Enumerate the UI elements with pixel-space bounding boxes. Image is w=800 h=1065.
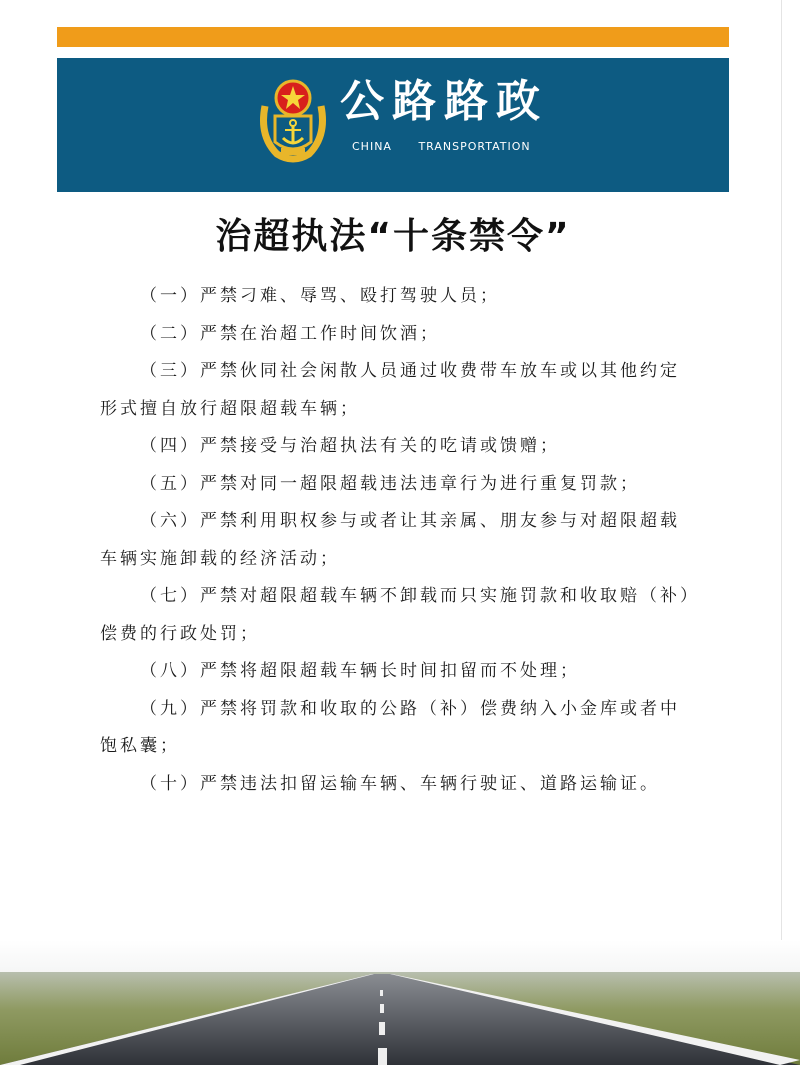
rule-item: （七）严禁对超限超载车辆不卸载而只实施罚款和收取赔（补）偿费的行政处罚； [100,586,692,644]
brand-subtitle: CHINA TRANSPORTATION [352,140,531,153]
rule-item: （一）严禁刁难、辱骂、殴打驾驶人员； [140,286,500,306]
header-banner [57,58,729,192]
rule-item: （十）严禁违法扣留运输车辆、车辆行驶证、道路运输证。 [140,773,660,794]
page-edge-line [781,0,782,1065]
rule-item: （五）严禁对同一超限超载违法违章行为进行重复罚款； [140,473,640,494]
rule-item: （八）严禁将超限超载车辆长时间扣留而不处理； [140,661,580,681]
page-title: 治超执法“十条禁令” [215,216,571,257]
brand-name: 公路路政 [340,76,548,127]
rule-item: （三）严禁伙同社会闲散人员通过收费带车放车或以其他约定形式擅自放行超限超载车辆； [100,361,680,419]
rule-item: （二）严禁在治超工作时间饮酒； [140,323,440,344]
rules-list [100,278,694,803]
rule-item: （六）严禁利用职权参与或者让其亲属、朋友参与对超限超载车辆实施卸载的经济活动； [100,511,680,569]
road-landscape-image [0,940,800,1065]
road-administration-emblem-icon [257,76,329,164]
rule-item: （九）严禁将罚款和收取的公路（补）偿费纳入小金库或者中饱私囊； [100,698,680,756]
orange-stripe [57,27,729,47]
rule-item: （四）严禁接受与治超执法有关的吃请或馈赠； [140,436,560,456]
